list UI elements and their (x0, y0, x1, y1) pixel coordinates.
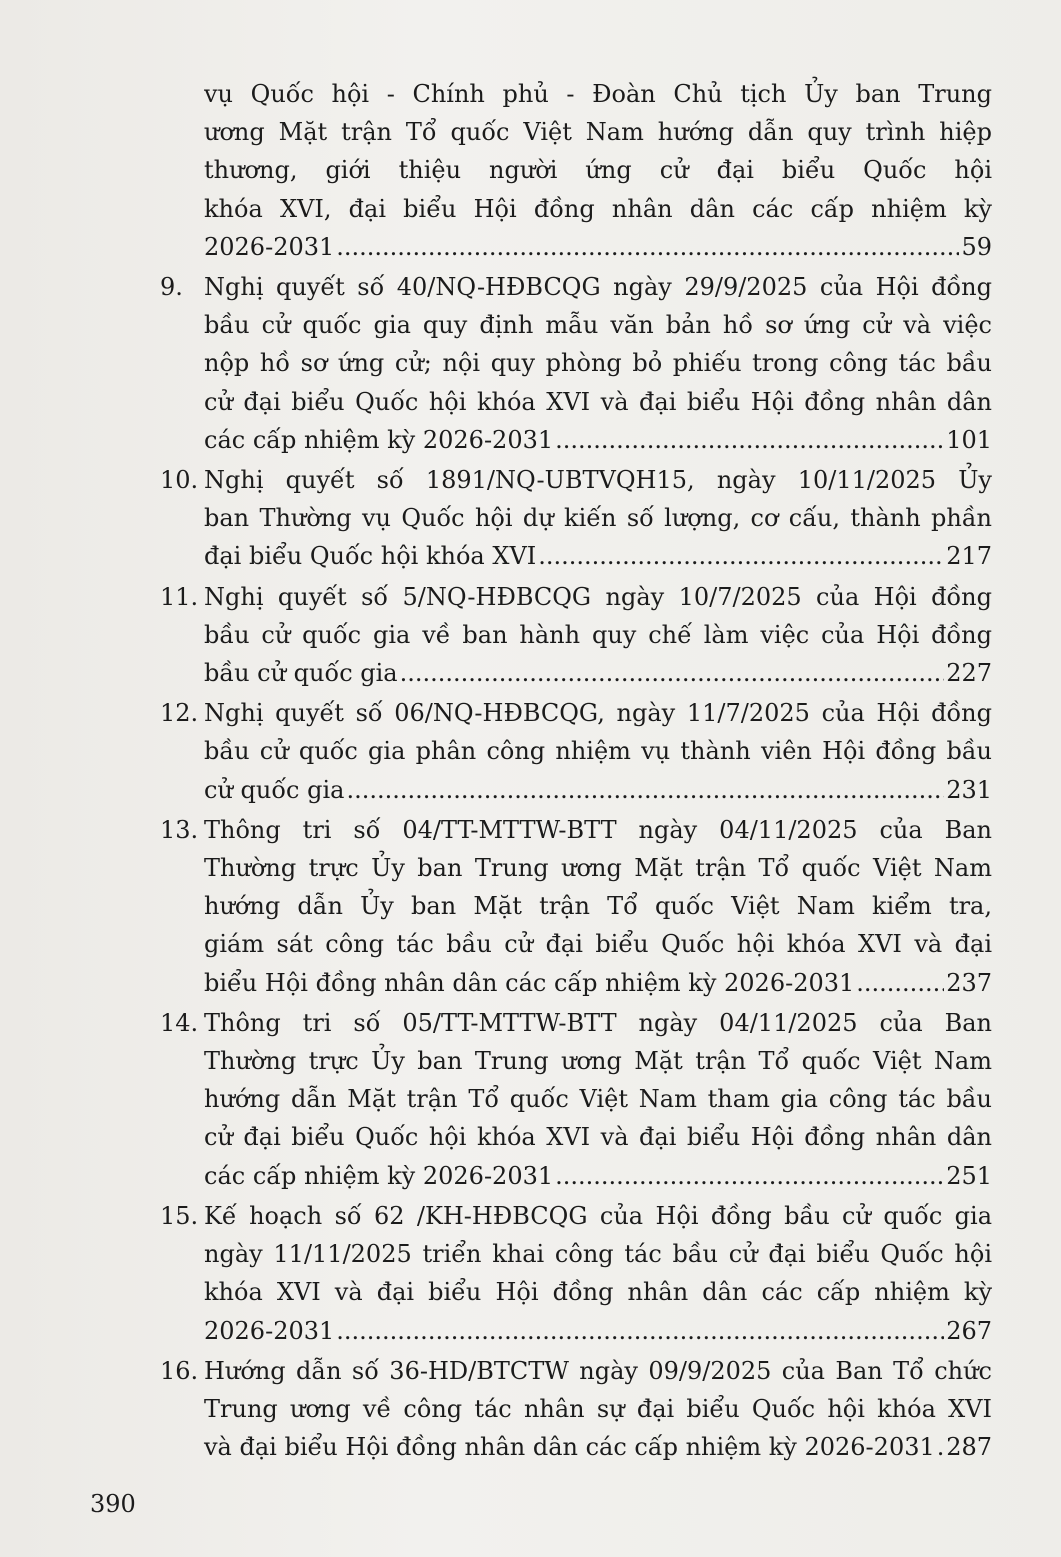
entry-page-number: 231 (946, 775, 992, 804)
page-number: 390 (90, 1490, 136, 1518)
dot-leader (346, 771, 944, 809)
toc-entry (160, 1197, 992, 1350)
entry-title (204, 461, 992, 576)
toc-entry (160, 75, 992, 266)
dot-leader (400, 654, 945, 692)
entry-number: 10. (160, 466, 199, 495)
entry-title (204, 1004, 992, 1195)
entry-title-line: 2026-2031 (204, 232, 335, 261)
table-of-contents (160, 75, 992, 1466)
entry-last-line (204, 654, 992, 692)
entry-number: 9. (160, 273, 183, 302)
entry-title-line: Kế hoạch số 62 /KH-HĐBCQG của Hội đồng bầu cử quốc gia (204, 1201, 992, 1230)
entry-title-line: 2026-2031 (204, 1316, 335, 1345)
entry-number: 11. (160, 582, 199, 611)
entry-page-number: 237 (946, 968, 992, 997)
entry-last-line (204, 537, 992, 575)
entry-title-line: Nghị quyết số 40/NQ-HĐBCQG ngày 29/9/2025 của Hội đồng (204, 273, 992, 302)
entry-title-line: cử đại biểu Quốc hội khóa XVI và đại biểu Hội đồng nhân dân (204, 1123, 992, 1152)
dot-leader (538, 537, 944, 575)
entry-page-number: 227 (946, 659, 992, 688)
entry-number: 16. (160, 1356, 199, 1385)
entry-title-line: ương Mặt trận Tổ quốc Việt Nam hướng dẫn quy trình hiệp (204, 118, 992, 147)
entry-title-line: bầu cử quốc gia (204, 659, 398, 688)
entry-title-line: biểu Hội đồng nhân dân các cấp nhiệm kỳ 2026-2031 (204, 968, 855, 997)
dot-leader (937, 1428, 944, 1466)
entry-title-line: các cấp nhiệm kỳ 2026-2031 (204, 425, 554, 454)
entry-title-line: giám sát công tác bầu cử đại biểu Quốc hội khóa XVI và đại (204, 930, 992, 959)
toc-entry (160, 578, 992, 693)
entry-title-line: nộp hồ sơ ứng cử; nội quy phòng bỏ phiếu trong công tác bầu (204, 349, 992, 378)
entry-title (204, 1197, 992, 1350)
entry-last-line (204, 1428, 992, 1466)
entry-title-line: và đại biểu Hội đồng nhân dân các cấp nhiệm kỳ 2026-2031 (204, 1433, 935, 1462)
entry-title-line: vụ Quốc hội - Chính phủ - Đoàn Chủ tịch Ủy ban Trung (204, 80, 992, 108)
dot-leader (336, 1312, 944, 1350)
entry-title-line: Thường trực Ủy ban Trung ương Mặt trận Tổ quốc Việt Nam (204, 854, 992, 883)
entry-title-line: khóa XVI, đại biểu Hội đồng nhân dân các cấp nhiệm kỳ (204, 194, 992, 223)
entry-page-number: 267 (946, 1316, 992, 1345)
entry-title (204, 811, 992, 1002)
entry-title-line: Trung ương về công tác nhân sự đại biểu Quốc hội khóa XVI (204, 1394, 992, 1423)
dot-leader (336, 228, 959, 266)
entry-last-line (204, 421, 992, 459)
entry-title (204, 268, 992, 459)
entry-title-line: cử đại biểu Quốc hội khóa XVI và đại biểu Hội đồng nhân dân (204, 387, 992, 416)
entry-last-line (204, 1312, 992, 1350)
entry-title (204, 75, 992, 266)
entry-title-line: thương, giới thiệu người ứng cử đại biểu Quốc hội (204, 156, 992, 185)
entry-page-number: 251 (946, 1161, 992, 1190)
entry-title-line: Thông tri số 04/TT-MTTW-BTT ngày 04/11/2025 của Ban (204, 815, 992, 844)
entry-number: 15. (160, 1201, 199, 1230)
dot-leader (555, 421, 944, 459)
entry-last-line (204, 771, 992, 809)
toc-entry (160, 694, 992, 809)
entry-page-number: 287 (946, 1433, 992, 1462)
toc-entry (160, 1004, 992, 1195)
entry-page-number: 101 (946, 425, 992, 454)
entry-last-line (204, 964, 992, 1002)
entry-title-line: ngày 11/11/2025 triển khai công tác bầu cử đại biểu Quốc hội (204, 1240, 992, 1269)
dot-leader (555, 1157, 944, 1195)
entry-title-line: hướng dẫn Ủy ban Mặt trận Tổ quốc Việt Nam kiểm tra, (204, 892, 992, 921)
toc-entry (160, 268, 992, 459)
entry-title-line: đại biểu Quốc hội khóa XVI (204, 542, 537, 571)
entry-number: 13. (160, 815, 199, 844)
toc-entry (160, 1352, 992, 1467)
entry-title-line: ban Thường vụ Quốc hội dự kiến số lượng, cơ cấu, thành phần (204, 504, 992, 533)
toc-entry (160, 461, 992, 576)
entry-title-line: hướng dẫn Mặt trận Tổ quốc Việt Nam tham gia công tác bầu (204, 1085, 992, 1114)
toc-entry (160, 811, 992, 1002)
entry-title-line: bầu cử quốc gia phân công nhiệm vụ thành viên Hội đồng bầu (204, 737, 992, 766)
entry-page-number: 217 (946, 542, 992, 571)
entry-last-line (204, 1157, 992, 1195)
entry-title-line: khóa XVI và đại biểu Hội đồng nhân dân các cấp nhiệm kỳ (204, 1278, 992, 1307)
entry-title-line: Nghị quyết số 1891/NQ-UBTVQH15, ngày 10/11/2025 Ủy (204, 466, 992, 495)
entry-title-line: bầu cử quốc gia về ban hành quy chế làm việc của Hội đồng (204, 620, 992, 649)
dot-leader (856, 964, 944, 1002)
entry-title (204, 1352, 992, 1467)
entry-title-line: Nghị quyết số 06/NQ-HĐBCQG, ngày 11/7/2025 của Hội đồng (204, 699, 992, 728)
entry-title-line: bầu cử quốc gia quy định mẫu văn bản hồ sơ ứng cử và việc (204, 311, 992, 340)
entry-number: 12. (160, 699, 199, 728)
entry-title-line: Thường trực Ủy ban Trung ương Mặt trận Tổ quốc Việt Nam (204, 1047, 992, 1076)
entry-title-line: Hướng dẫn số 36-HD/BTCTW ngày 09/9/2025 của Ban Tổ chức (204, 1356, 992, 1385)
entry-number: 14. (160, 1008, 199, 1037)
entry-title (204, 578, 992, 693)
entry-title-line: Thông tri số 05/TT-MTTW-BTT ngày 04/11/2025 của Ban (204, 1008, 992, 1037)
entry-title-line: cử quốc gia (204, 775, 345, 804)
entry-title (204, 694, 992, 809)
entry-title-line: các cấp nhiệm kỳ 2026-2031 (204, 1161, 554, 1190)
entry-last-line (204, 228, 992, 266)
entry-title-line: Nghị quyết số 5/NQ-HĐBCQG ngày 10/7/2025 của Hội đồng (204, 582, 992, 611)
entry-page-number: 59 (961, 232, 992, 261)
